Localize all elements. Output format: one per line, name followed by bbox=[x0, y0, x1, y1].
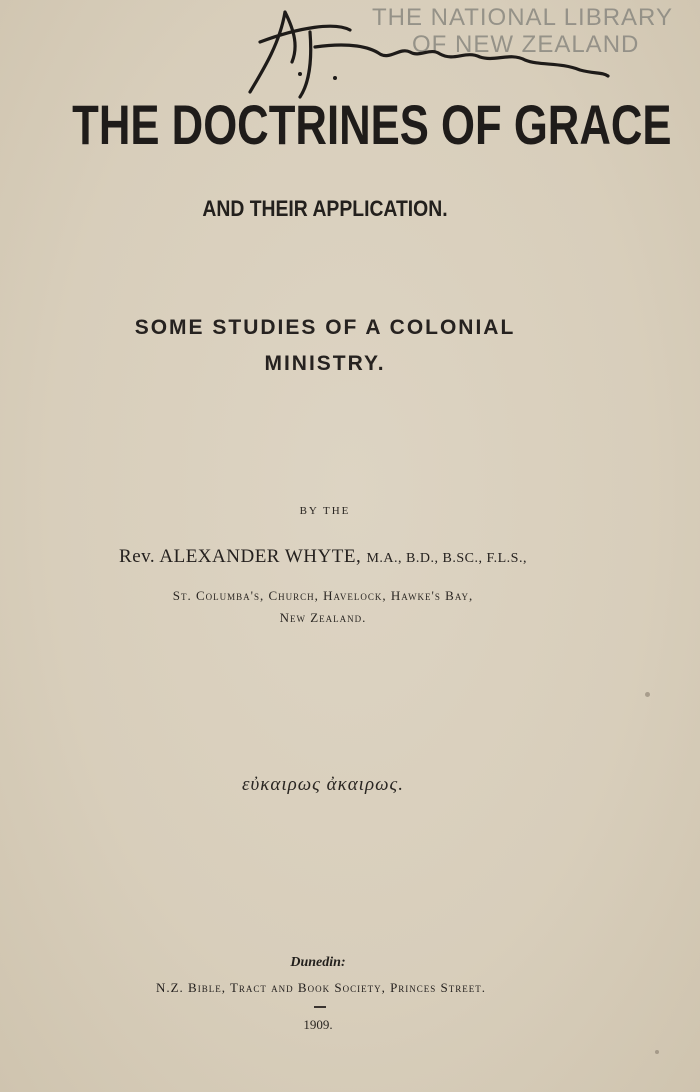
imprint-publisher: N.Z. Bible, Tract and Book Society, Princes Street. bbox=[155, 980, 487, 995]
author-line bbox=[0, 546, 646, 568]
imprint-place: Dunedin: bbox=[290, 955, 346, 970]
studies-line-2: MINISTRY. bbox=[264, 352, 386, 375]
stamp-line-2: OF NEW ZEALAND bbox=[412, 31, 640, 58]
church-line-1: St. Columba's, Church, Havelock, Hawke's Bay, bbox=[172, 588, 474, 603]
paper-speck bbox=[645, 692, 650, 697]
imprint-year: 1909. bbox=[303, 1017, 333, 1032]
stamp-line-1: THE NATIONAL LIBRARY bbox=[372, 4, 673, 31]
book-subtitle: AND THEIR APPLICATION. bbox=[202, 196, 448, 221]
church-line-2: New Zealand. bbox=[279, 610, 367, 625]
by-the-label: BY THE bbox=[299, 505, 351, 517]
author-degrees: M.A., B.D., B.SC., F.L.S., bbox=[366, 551, 527, 566]
author-name: Rev. ALEXANDER WHYTE, bbox=[119, 546, 362, 567]
paper-speck bbox=[655, 1050, 659, 1054]
studies-line-1: SOME STUDIES OF A COLONIAL bbox=[134, 316, 516, 339]
handwritten-signature bbox=[240, 2, 620, 102]
greek-motto: εὐκαιρως ἀκαιρως. bbox=[242, 774, 404, 795]
church-affiliation bbox=[0, 585, 646, 629]
imprint-rule bbox=[314, 1006, 326, 1008]
studies-heading bbox=[0, 310, 650, 382]
book-title: THE DOCTRINES OF GRACE bbox=[72, 93, 672, 156]
